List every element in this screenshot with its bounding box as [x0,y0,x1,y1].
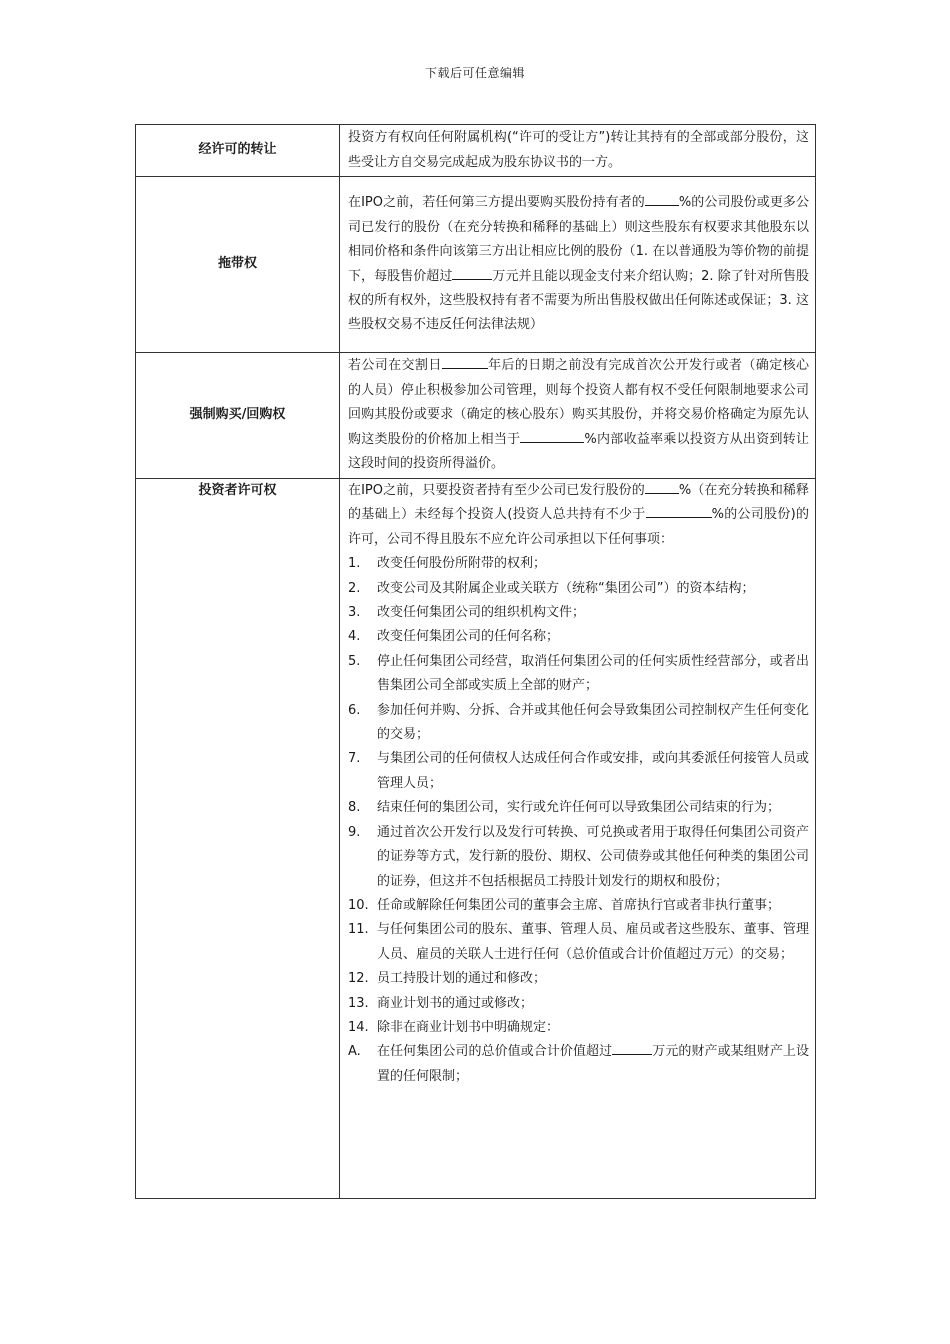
list-item-text: 参加任何并购、分拆、合并或其他任何会导致集团公司控制权产生任何变化的交易； [377,702,809,743]
list-item-text: 改变公司及其附属企业或关联方（统称“集团公司”）的资本结构； [377,580,755,596]
list-item-text: 改变任何股份所附带的权利； [377,556,547,572]
list-item-text: 改变任何集团公司的任何名称； [377,629,560,645]
page-header: 下载后可任意编辑 [424,66,525,80]
dragalong-text-1: 在IPO之前，若任何第三方提出要购买股份持有者的 [348,195,645,211]
table-row [136,353,816,479]
row-content-consent [340,479,816,1199]
dragalong-text-3: 万元并且能以现金支付来介绍认购；2. 除了针对所售股权的所有权外，这些股权持有者不需要为所出售股权做出任何陈述或保证；3. 这些股权交易不违反任何法律法规） [348,268,809,333]
fill-blank [645,191,679,206]
list-item [348,625,809,649]
list-item-number: 4. [348,629,361,645]
fill-blank [612,1040,652,1055]
list-item-text [377,1040,809,1089]
row-label-dragalong: 拖带权 [136,177,340,353]
list-item-text: 员工持股计划的通过和修改； [377,971,547,987]
list-item-text: 通过首次公开发行以及发行可转换、可兑换或者用于取得任何集团公司资产的证券等方式，发行新的股份、期权、公司债券或其他任何种类的集团公司的证券，但这并不包括根据员工持股计划发行的期权和股份； [377,824,809,889]
list-item-number: 11. [348,922,369,938]
consent-intro [348,479,809,552]
list-item-number: 12. [348,971,369,987]
dragalong-text-2: %的公司股份或更多公司已发行的股份（在充分转换和稀释的基础上）则这些股东有权要求其他股东以相同价格和条件向该第三方出让相应比例的股份（1. 在以普通股为等价物的前提下，每股售价超过 [348,195,810,284]
consent-intro-text-3: %的公司股份)的许可，公司不得且股东不应允许公司承担以下任何事项： [348,507,809,547]
item-a-text-2: 万元的财产或某组财产上设置的任何限制； [377,1044,809,1084]
list-item-text: 与任何集团公司的股东、董事、管理人员、雇员或者这些股东、董事、管理人员、雇员的关联人士进行任何（总价值或合计价值超过万元）的交易； [377,922,809,962]
list-item-number: 3. [348,605,361,621]
list-item [348,992,809,1016]
list-item [348,552,809,576]
redemption-text-2: 年后的日期之前没有完成首次公开发行或者（确定核心的人员）停止积极参加公司管理，则每个投资人都有权不受任何限制地要求公司回购其股份或要求（确定的核心股东）购买其股份，并将交易价格确定为原先认购这类股份的价格加上相当于 [348,358,809,447]
list-item-number: 1. [348,556,361,572]
list-item-text: 除非在商业计划书中明确规定： [377,1019,560,1035]
list-item-text: 停止任何集团公司经营，取消任何集团公司的任何实质性经营部分，或者出售集团公司全部或实质上全部的财产； [377,653,809,694]
list-item [348,967,809,991]
list-item [348,650,809,699]
list-item-number: 7. [348,751,361,767]
fill-blank [645,479,679,494]
list-item-text: 商业计划书的通过或修改； [377,995,534,1011]
row-content-transfer: 投资方有权向任何附属机构(“许可的受让方”)转让其持有的全部或部分股份，这些受让方自交易完成起成为股东协议书的一方。 [340,125,816,177]
list-item-number: 2. [348,580,361,596]
table-row [136,479,816,1199]
consent-intro-text-2: %（在充分转换和稀释的基础上）未经每个投资人(投资人总共持有不少于 [348,483,810,523]
redemption-text-3: %内部收益率乘以投资方从出资到转让这段时间的投资所得溢价。 [348,431,809,472]
list-item [348,918,809,967]
list-item-number: A. [348,1044,361,1060]
list-item [348,821,809,894]
list-item-number: 10. [348,897,369,913]
fill-blank [646,503,712,518]
row-label-redemption: 强制购买/回购权 [136,353,340,479]
list-item [348,601,809,625]
table-row [136,125,816,177]
row-content-redemption [340,353,816,479]
table-row [136,177,816,353]
list-item [348,699,809,748]
consent-intro-text-1: 在IPO之前，只要投资者持有至少公司已发行股份的 [348,483,645,498]
list-item-text: 与集团公司的任何债权人达成任何合作或安排，或向其委派任何接管人员或管理人员； [377,751,809,791]
list-item-number: 9. [348,824,361,840]
row-label-transfer: 经许可的转让 [136,125,340,177]
list-item [348,796,809,820]
list-item-number: 13. [348,995,369,1011]
list-item-number: 5. [348,653,361,669]
list-item [348,747,809,796]
terms-table [135,124,816,1199]
list-item [348,577,809,601]
row-content-dragalong [340,177,816,353]
fill-blank [452,265,492,280]
list-item-number: 14. [348,1019,369,1035]
list-item-text: 改变任何集团公司的组织机构文件； [377,605,586,621]
item-a-text-1: 在任何集团公司的总价值或合计价值超过 [377,1044,613,1060]
row-label-consent: 投资者许可权 [136,479,340,1199]
list-item-text: 任命或解除任何集团公司的董事会主席、首席执行官或者非执行董事； [377,897,781,913]
redemption-text-1: 若公司在交割日 [348,358,442,374]
fill-blank [442,354,488,369]
list-item [348,1040,809,1089]
list-item [348,1016,809,1040]
list-item-number: 6. [348,702,361,718]
list-item [348,894,809,918]
fill-blank [520,428,584,443]
list-item-number: 8. [348,800,361,816]
list-item-text: 结束任何的集团公司，实行或允许任何可以导致集团公司结束的行为； [377,800,781,816]
